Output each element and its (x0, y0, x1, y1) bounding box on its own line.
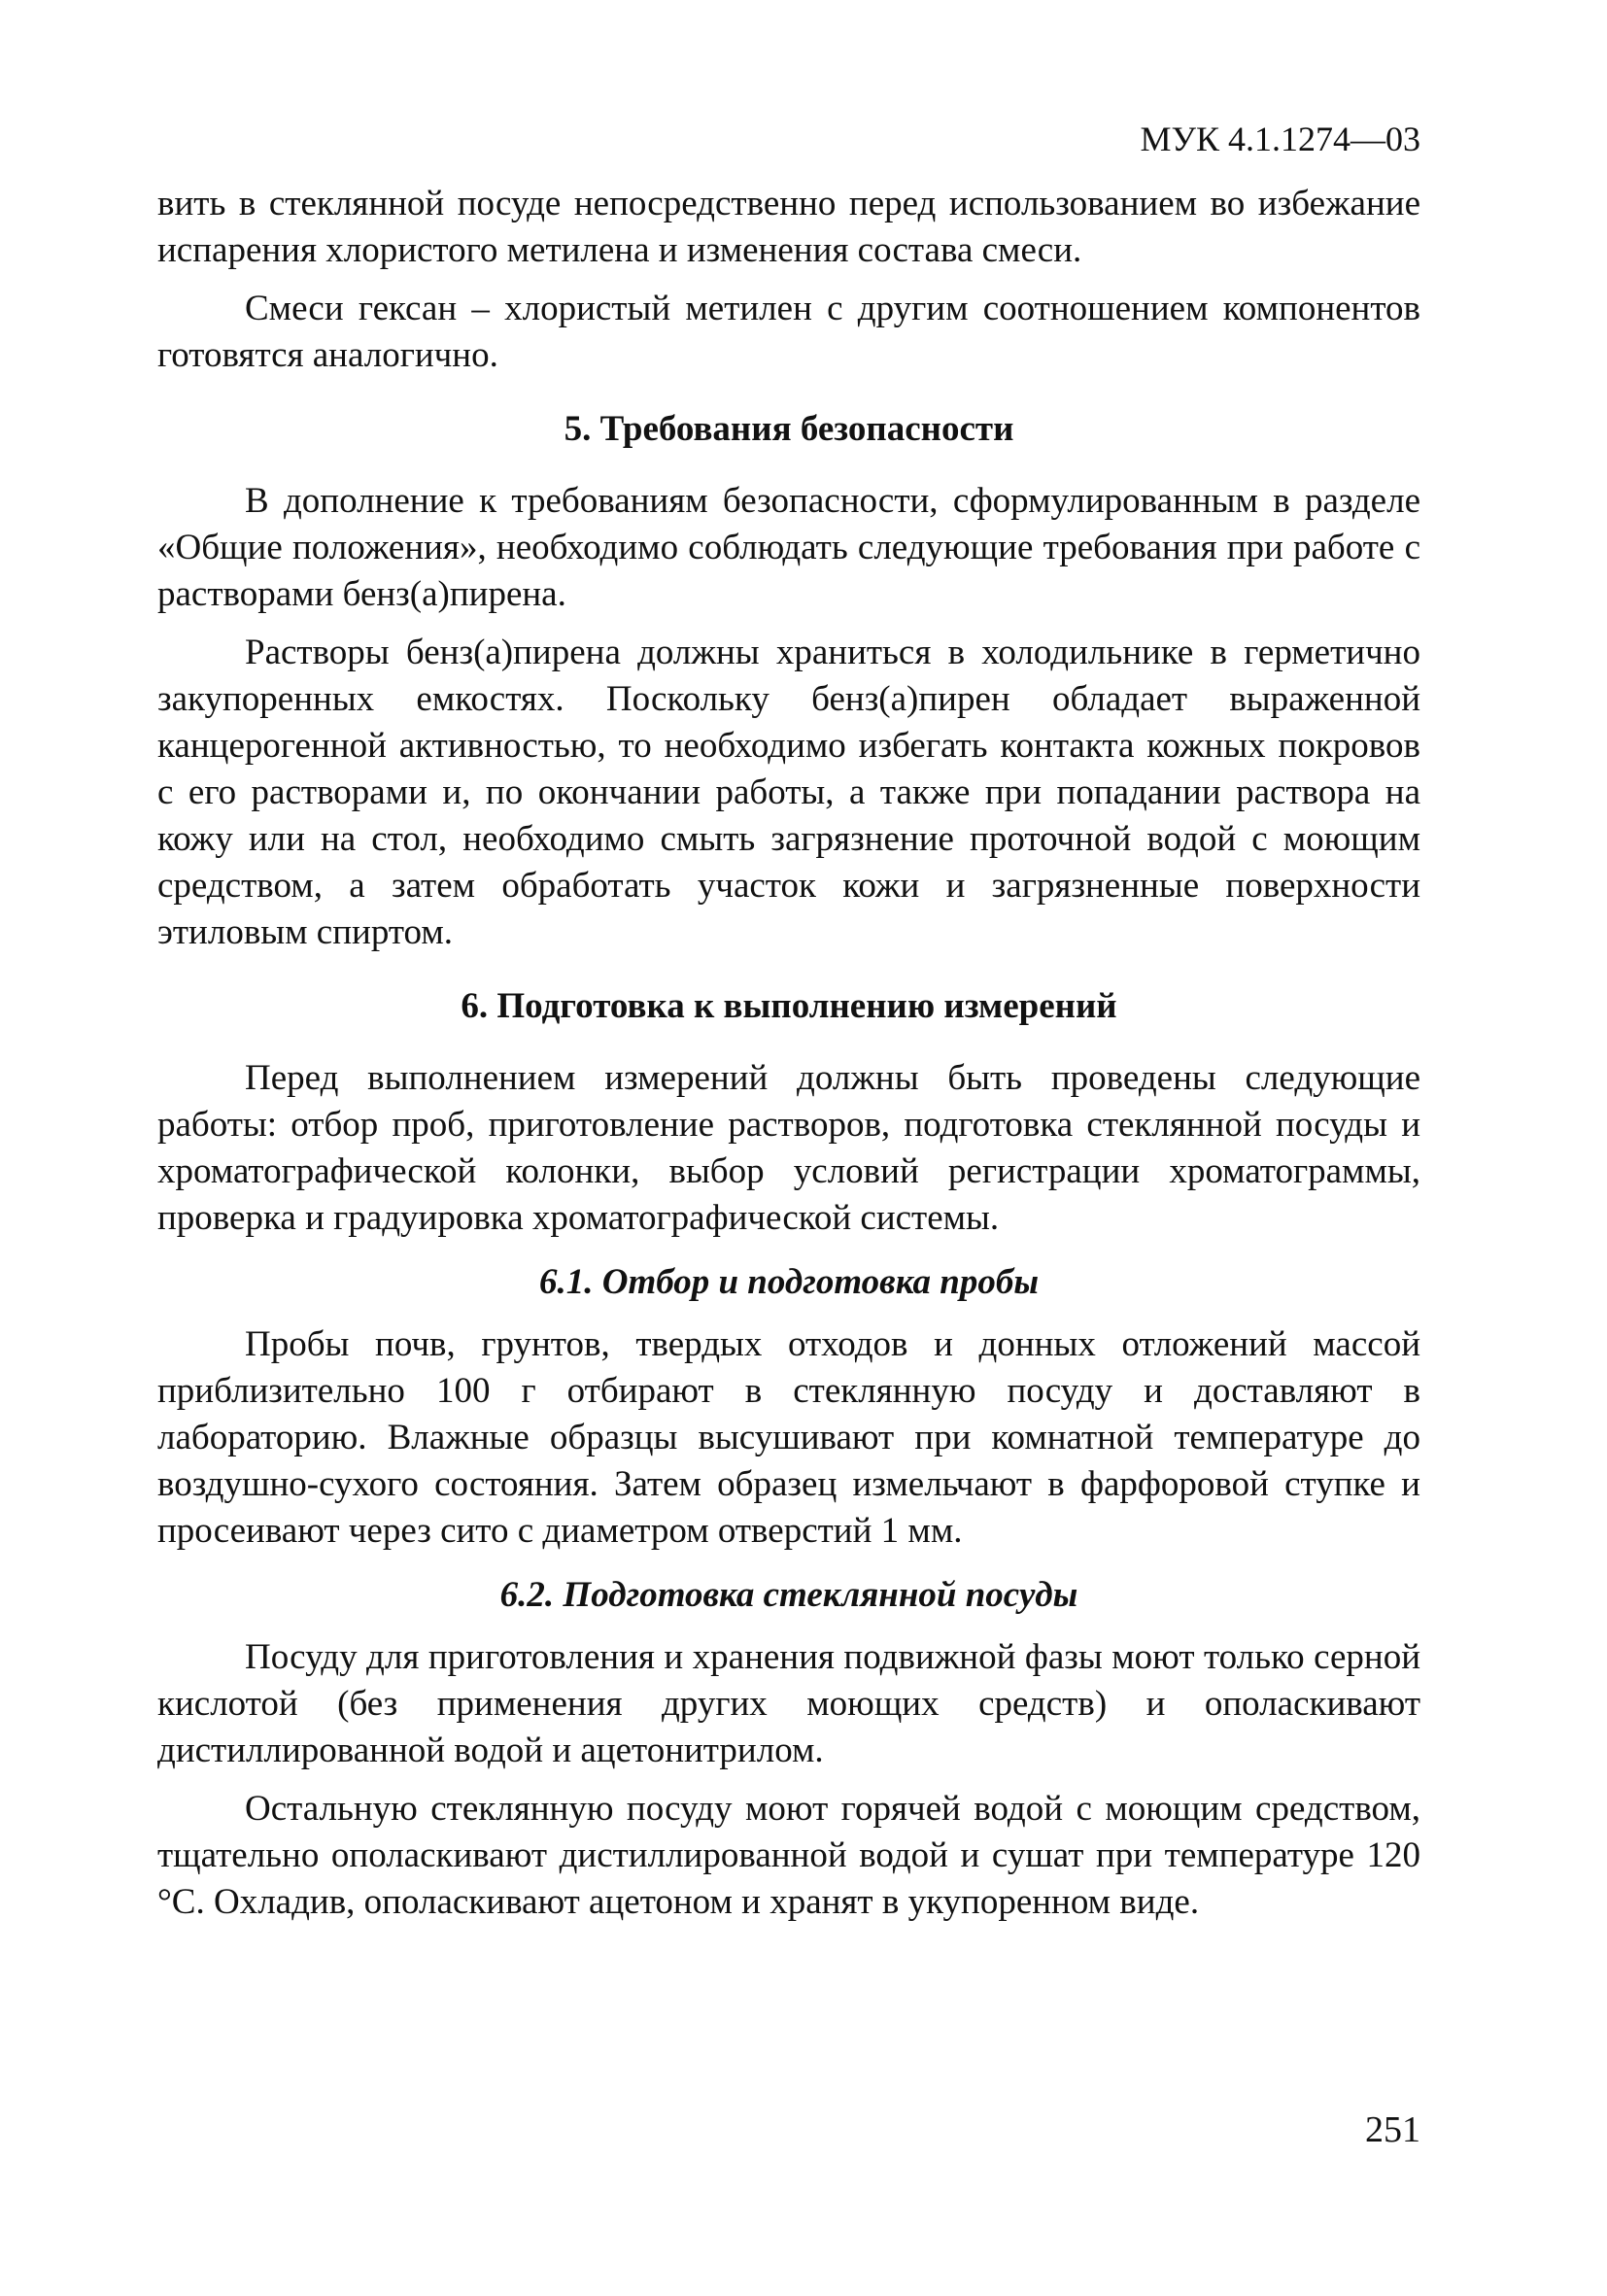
subsection-6-2-heading: 6.2. Подготовка стеклянной посуды (499, 1575, 1078, 1615)
paragraph-safety-general: В дополнение к требованиям безопасности, сформулированным в разделе «Общие положения», необходимо соблюдать следующие требования при работе с растворами бенз(а)пирена. (157, 481, 1420, 614)
section-6-heading: 6. Подготовка к выполнению измерений (461, 986, 1117, 1026)
section-5-heading: 5. Требования безопасности (564, 409, 1014, 449)
paragraph-sampling: Пробы почв, грунтов, твердых отходов и донных отложений массой приблизительно 100 г отбирают в стеклянную посуду и доставляют в лабораторию. Влажные образцы высушивают при комнатной температуре до воздушно-сухого состояния. Затем образец измельчают в фарфоровой ступке и просеивают через сито с диаметром отверстий 1 мм. (157, 1324, 1420, 1551)
paragraph-glassware-other: Остальную стеклянную посуду моют горячей водой с моющим средством, тщательно ополаскивают дистиллированной водой и сушат при температуре 120 °С. Охладив, ополаскивают ацетоном и хранят в укупоренном виде. (157, 1789, 1420, 1922)
paragraph-intro-mixtures: Смеси гексан – хлористый метилен с другим соотношением компонентов готовятся аналогично. (157, 289, 1420, 375)
subsection-6-1-heading: 6.1. Отбор и подготовка пробы (538, 1262, 1040, 1302)
paragraph-safety-storage: Растворы бенз(а)пирена должны храниться в холодильнике в герметично закупоренных емкостях. Поскольку бенз(а)пирен обладает выраженной канцерогенной активностью, то необходимо избегать контакта кожных покровов с его растворами и, по окончании работы, а также при попадании раствора на кожу или на стол, необходимо смыть загрязнение проточной водой с моющим средством, а затем обработать участок кожи и загрязненные поверхности этиловым спиртом. (157, 633, 1420, 952)
paragraph-intro-continuation: вить в стеклянной посуде непосредственно перед использованием во избежание испарения хлористого метилена и изменения состава смеси. (157, 184, 1420, 270)
paragraph-glassware-mobile-phase: Посуду для приготовления и хранения подвижной фазы моют только серной кислотой (без применения других моющих средств) и ополаскивают дистиллированной водой и ацетонитрилом. (157, 1637, 1420, 1770)
page-number: 251 (1365, 2109, 1420, 2150)
paragraph-preparation-overview: Перед выполнением измерений должны быть проведены следующие работы: отбор проб, приготовление растворов, подготовка стеклянной посуды и хроматографической колонки, выбор условий регистрации хроматограммы, проверка и градуировка хроматографической системы. (157, 1058, 1420, 1238)
document-page (157, 117, 1420, 1926)
document-code-header: МУК 4.1.1274—03 (1140, 120, 1420, 158)
